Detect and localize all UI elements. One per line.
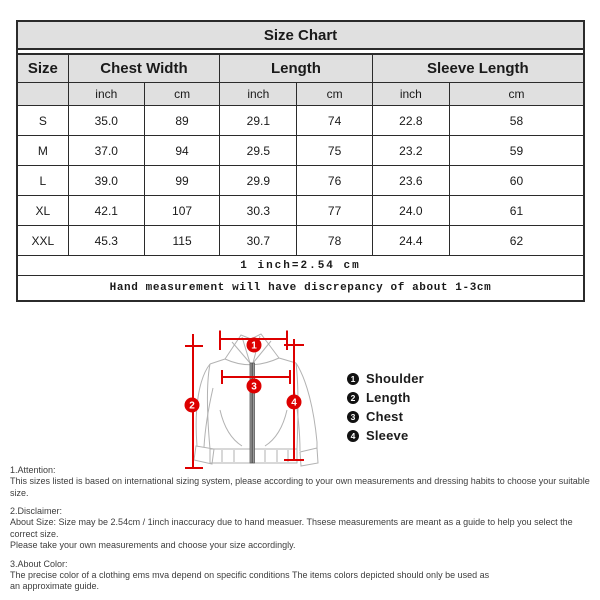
table-row-xxl xyxy=(17,226,584,256)
size-label: XL xyxy=(17,196,68,226)
size-chart-table xyxy=(16,20,585,302)
sleeve-inch-value: 23.6 xyxy=(372,166,449,196)
note-heading: 1.Attention: xyxy=(10,465,56,475)
sleeve-cm-value: 61 xyxy=(449,196,584,226)
size-label: L xyxy=(17,166,68,196)
unit-row xyxy=(17,83,584,106)
pocket-left xyxy=(220,410,242,446)
length-inch-value: 30.7 xyxy=(220,226,297,256)
note-line: The precise color of a clothing ems mva depend on specific conditions The items colors depicted should only be used as xyxy=(10,569,490,580)
table-row-m xyxy=(17,136,584,166)
note-line: Please take your own measurements and choose your size accordingly. xyxy=(10,540,296,550)
unit-cell: inch xyxy=(68,83,144,106)
legend-label: Length xyxy=(366,390,411,405)
note-heading: 2.Disclaimer: xyxy=(10,506,63,516)
length-inch-value: 29.5 xyxy=(220,136,297,166)
measurement-note-row xyxy=(17,276,584,302)
unit-cell: cm xyxy=(144,83,219,106)
sleeve-inch-value: 24.4 xyxy=(372,226,449,256)
sleeve-cm-value: 58 xyxy=(449,106,584,136)
marker-number-length: 2 xyxy=(189,400,195,412)
length-cm-value: 75 xyxy=(297,136,372,166)
legend-item-shoulder xyxy=(347,369,424,388)
sleeve-cm-value: 62 xyxy=(449,226,584,256)
column-header-row xyxy=(17,54,584,83)
chest-inch-value: 42.1 xyxy=(68,196,144,226)
unit-cell-empty xyxy=(17,83,68,106)
conversion-note-row xyxy=(17,256,584,276)
diagram-legend xyxy=(347,369,424,445)
unit-cell: cm xyxy=(449,83,584,106)
sleeve-inch-value: 22.8 xyxy=(372,106,449,136)
chest-inch-value: 45.3 xyxy=(68,226,144,256)
chest-cm-value: 115 xyxy=(144,226,219,256)
col-header-size: Size xyxy=(17,54,68,83)
note-heading: 3.About Color: xyxy=(10,558,68,569)
pocket-right xyxy=(265,410,287,446)
note-line: an approximate guide. xyxy=(10,581,100,591)
size-chart-title-row xyxy=(17,21,584,49)
unit-cell: cm xyxy=(297,83,372,106)
circled-number-icon: 1 xyxy=(347,373,359,385)
unit-cell: inch xyxy=(220,83,297,106)
legend-item-length xyxy=(347,388,424,407)
hoodie-measurement-diagram xyxy=(170,330,345,478)
chest-cm-value: 94 xyxy=(144,136,219,166)
note-line: This sizes listed is based on international sizing system, please according to your own measurements and dressing habits to choose your suitable size. xyxy=(10,476,590,498)
legend-item-sleeve xyxy=(347,426,424,445)
col-header-chest-width: Chest Width xyxy=(68,54,220,83)
chest-inch-value: 35.0 xyxy=(68,106,144,136)
chest-inch-value: 39.0 xyxy=(68,166,144,196)
conversion-note: 1 inch=2.54 cm xyxy=(17,256,584,276)
marker-number-chest: 3 xyxy=(251,381,257,393)
sleeve-cm-value: 59 xyxy=(449,136,584,166)
note-attention xyxy=(10,464,592,499)
measurement-note: Hand measurement will have discrepancy of about 1-3cm xyxy=(17,276,584,302)
size-label: M xyxy=(17,136,68,166)
length-inch-value: 30.3 xyxy=(220,196,297,226)
length-inch-value: 29.9 xyxy=(220,166,297,196)
chest-cm-value: 99 xyxy=(144,166,219,196)
table-row-xl xyxy=(17,196,584,226)
length-cm-value: 76 xyxy=(297,166,372,196)
size-label: XXL xyxy=(17,226,68,256)
length-inch-value: 29.1 xyxy=(220,106,297,136)
legend-item-chest xyxy=(347,407,424,426)
table-row-s xyxy=(17,106,584,136)
note-disclaimer xyxy=(10,505,592,552)
marker-number-sleeve: 4 xyxy=(291,397,297,409)
sleeve-cm-value: 60 xyxy=(449,166,584,196)
circled-number-icon: 4 xyxy=(347,430,359,442)
legend-label: Chest xyxy=(366,409,404,424)
note-line: About Size: Size may be 2.54cm / 1inch inaccuracy due to hand measuer. Thsese measurements are meant as a guide to help you select the correct size. xyxy=(10,517,573,539)
left-cuff xyxy=(194,446,214,464)
table-row-l xyxy=(17,166,584,196)
shoulder-left xyxy=(210,359,225,364)
chest-cm-value: 107 xyxy=(144,196,219,226)
measurement-markers xyxy=(185,338,302,413)
legend-label: Shoulder xyxy=(366,371,424,386)
circled-number-icon: 3 xyxy=(347,411,359,423)
note-about-color xyxy=(10,558,592,593)
sleeve-inch-value: 23.2 xyxy=(372,136,449,166)
chest-inch-value: 37.0 xyxy=(68,136,144,166)
length-cm-value: 77 xyxy=(297,196,372,226)
size-chart-title: Size Chart xyxy=(17,21,584,49)
hem-ribs xyxy=(222,450,288,462)
marker-number-shoulder: 1 xyxy=(251,340,257,352)
sleeve-inch-value: 24.0 xyxy=(372,196,449,226)
length-cm-value: 78 xyxy=(297,226,372,256)
legend-label: Sleeve xyxy=(366,428,409,443)
col-header-length: Length xyxy=(220,54,373,83)
chest-cm-value: 89 xyxy=(144,106,219,136)
footer-notes xyxy=(10,464,592,599)
left-sleeve-seam xyxy=(204,388,213,447)
length-cm-value: 74 xyxy=(297,106,372,136)
unit-cell: inch xyxy=(372,83,449,106)
col-header-sleeve-length: Sleeve Length xyxy=(372,54,584,83)
size-label: S xyxy=(17,106,68,136)
circled-number-icon: 2 xyxy=(347,392,359,404)
